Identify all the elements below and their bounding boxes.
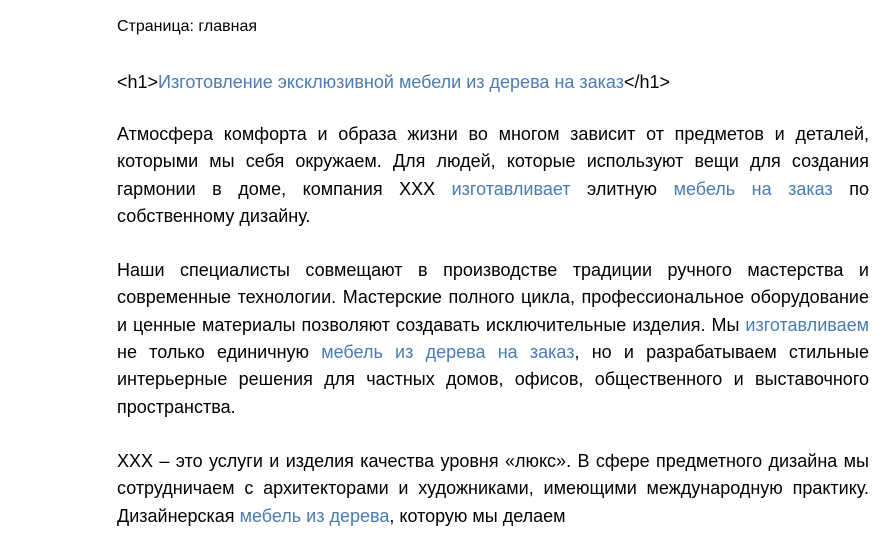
page-label: Страница: главная: [117, 18, 258, 35]
link-izgotavlivaet[interactable]: изготавливает: [451, 178, 571, 199]
document-content: [117, 16, 869, 541]
link-mebel-na-zakaz[interactable]: мебель на заказ: [673, 178, 833, 199]
h1-link[interactable]: Изготовление эксклюзивной мебели из дерева на заказ: [158, 72, 624, 92]
paragraph-text: не только единичную: [117, 342, 322, 363]
h1-close-tag: </h1>: [624, 72, 671, 92]
paragraph-text: , но и разрабатываем стильные интерьерные решения для частных домов, офисов, общественного и выставочного пространства.: [117, 342, 869, 417]
paragraph-text: по собственному дизайну.: [117, 178, 870, 226]
h1-open-tag: <h1>: [117, 72, 159, 92]
h1-heading-line: [117, 69, 869, 95]
link-mebel-iz-dereva[interactable]: мебель из дерева: [239, 505, 390, 526]
paragraph-text: , которую мы делаем: [389, 505, 566, 526]
paragraph-intro: [117, 121, 869, 230]
paragraph-luxury: [117, 448, 869, 530]
paragraph-text: Наши специалисты совмещают в производстве традиции ручного мастерства и современные технологии. Мастерские полного цикла, профессиональное оборудование и ценные материалы позволяют создавать исключительные изделия. Мы: [117, 260, 869, 335]
link-mebel-iz-dereva-na-zakaz[interactable]: мебель из дерева на заказ: [321, 342, 575, 363]
paragraph-text: элитную: [570, 178, 674, 199]
paragraph-text: XXX – это услуги и изделия качества уровня «люкс». В сфере предметного дизайна мы сотрудничаем с архитекторами и художниками, имеющими международную практику. Дизайнерская: [117, 450, 869, 526]
paragraph-text: Атмосфера комфорта и образа жизни во многом зависит от предметов и деталей, которыми мы себя окружаем. Для людей, которые используют вещи для создания гармонии в доме, компания XXX: [117, 124, 869, 199]
paragraph-specialists: [117, 257, 869, 421]
link-izgotavlivaem[interactable]: изготавливаем: [745, 314, 869, 335]
